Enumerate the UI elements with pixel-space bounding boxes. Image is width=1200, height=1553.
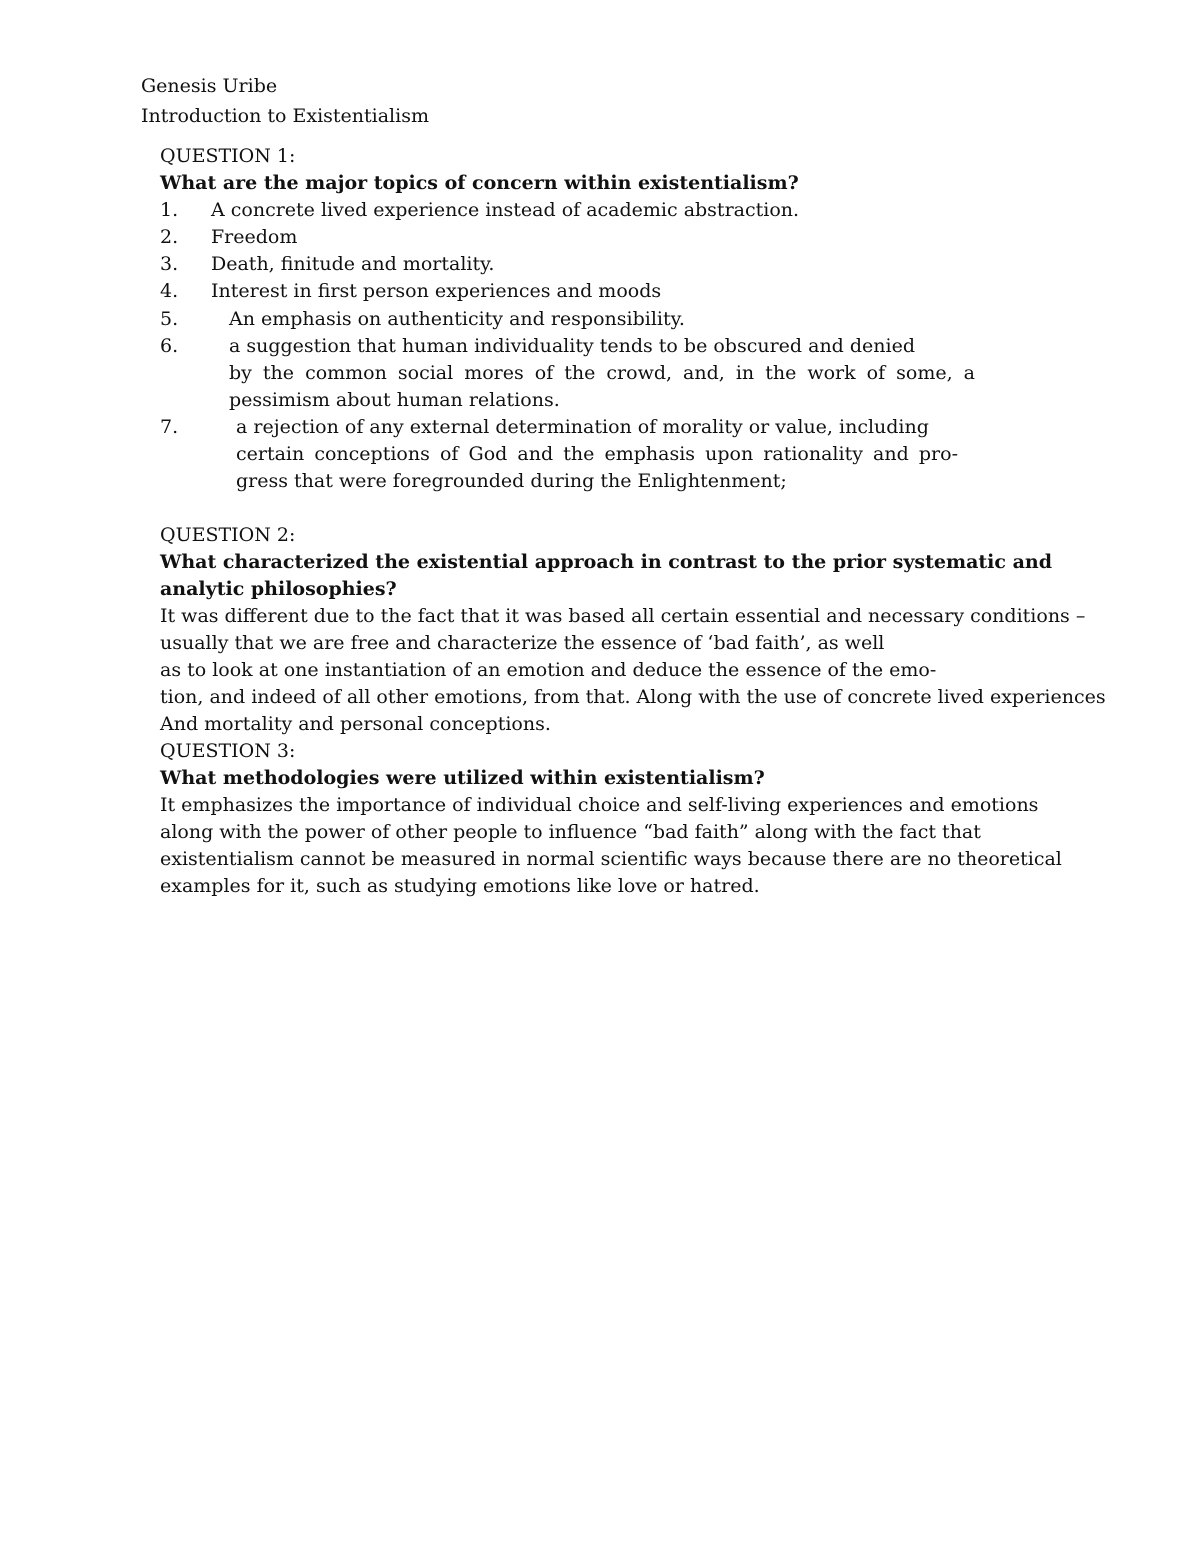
list-item-1-number: 1.: [160, 199, 179, 221]
question-1-text: What are the major topics of concern within existentialism?: [160, 172, 799, 194]
question-2-heading: QUESTION 2:: [160, 524, 296, 546]
question-2-text-line-2: analytic philosophies?: [160, 578, 397, 600]
list-item-5-number: 5.: [160, 308, 179, 330]
list-item-7-line-2: certain conceptions of God and the emphasis upon rationality and pro-: [236, 443, 958, 465]
list-item-3-text: Death, finitude and mortality.: [211, 253, 495, 275]
answer-2-line-5: And mortality and personal conceptions.: [160, 713, 551, 735]
list-item-2-text: Freedom: [211, 226, 298, 248]
course-title: Introduction to Existentialism: [141, 105, 429, 127]
question-1-heading: QUESTION 1:: [160, 145, 296, 167]
list-item-6-line-2: by the common social mores of the crowd, and, in the work of some, a: [229, 362, 975, 384]
list-item-7-line-1: a rejection of any external determination of morality or value, including: [236, 416, 929, 438]
list-item-6-number: 6.: [160, 335, 179, 357]
list-item-6-line-3: pessimism about human relations.: [229, 389, 560, 411]
list-item-4-number: 4.: [160, 280, 179, 302]
author-name: Genesis Uribe: [141, 75, 278, 97]
list-item-2-number: 2.: [160, 226, 179, 248]
answer-3-line-2: along with the power of other people to influence “bad faith” along with the fact that: [160, 821, 981, 843]
answer-3-line-1: It emphasizes the importance of individual choice and self-living experiences and emotions: [160, 794, 1039, 816]
list-item-1-text: A concrete lived experience instead of academic abstraction.: [211, 199, 800, 221]
list-item-7-line-3: gress that were foregrounded during the Enlightenment;: [236, 470, 787, 492]
list-item-7-number: 7.: [160, 416, 179, 438]
answer-3-line-4: examples for it, such as studying emotions like love or hatred.: [160, 875, 760, 897]
answer-2-line-4: tion, and indeed of all other emotions, from that. Along with the use of concrete lived experiences: [160, 686, 1106, 708]
list-item-6-line-1: a suggestion that human individuality tends to be obscured and denied: [229, 335, 916, 357]
answer-2-line-3: as to look at one instantiation of an emotion and deduce the essence of the emo-: [160, 659, 937, 681]
question-3-heading: QUESTION 3:: [160, 740, 296, 762]
answer-3-line-3: existentialism cannot be measured in normal scientific ways because there are no theoretical: [160, 848, 1062, 870]
list-item-5-text: An emphasis on authenticity and responsibility.: [229, 308, 685, 330]
list-item-3-number: 3.: [160, 253, 179, 275]
answer-2-line-1: It was different due to the fact that it was based all certain essential and necessary conditions –: [160, 605, 1086, 627]
question-3-text: What methodologies were utilized within existentialism?: [160, 767, 765, 789]
list-item-4-text: Interest in first person experiences and moods: [211, 280, 662, 302]
answer-2-line-2: usually that we are free and characterize the essence of ‘bad faith’, as well: [160, 632, 885, 654]
question-2-text-line-1: What characterized the existential approach in contrast to the prior systematic and: [160, 551, 1052, 573]
